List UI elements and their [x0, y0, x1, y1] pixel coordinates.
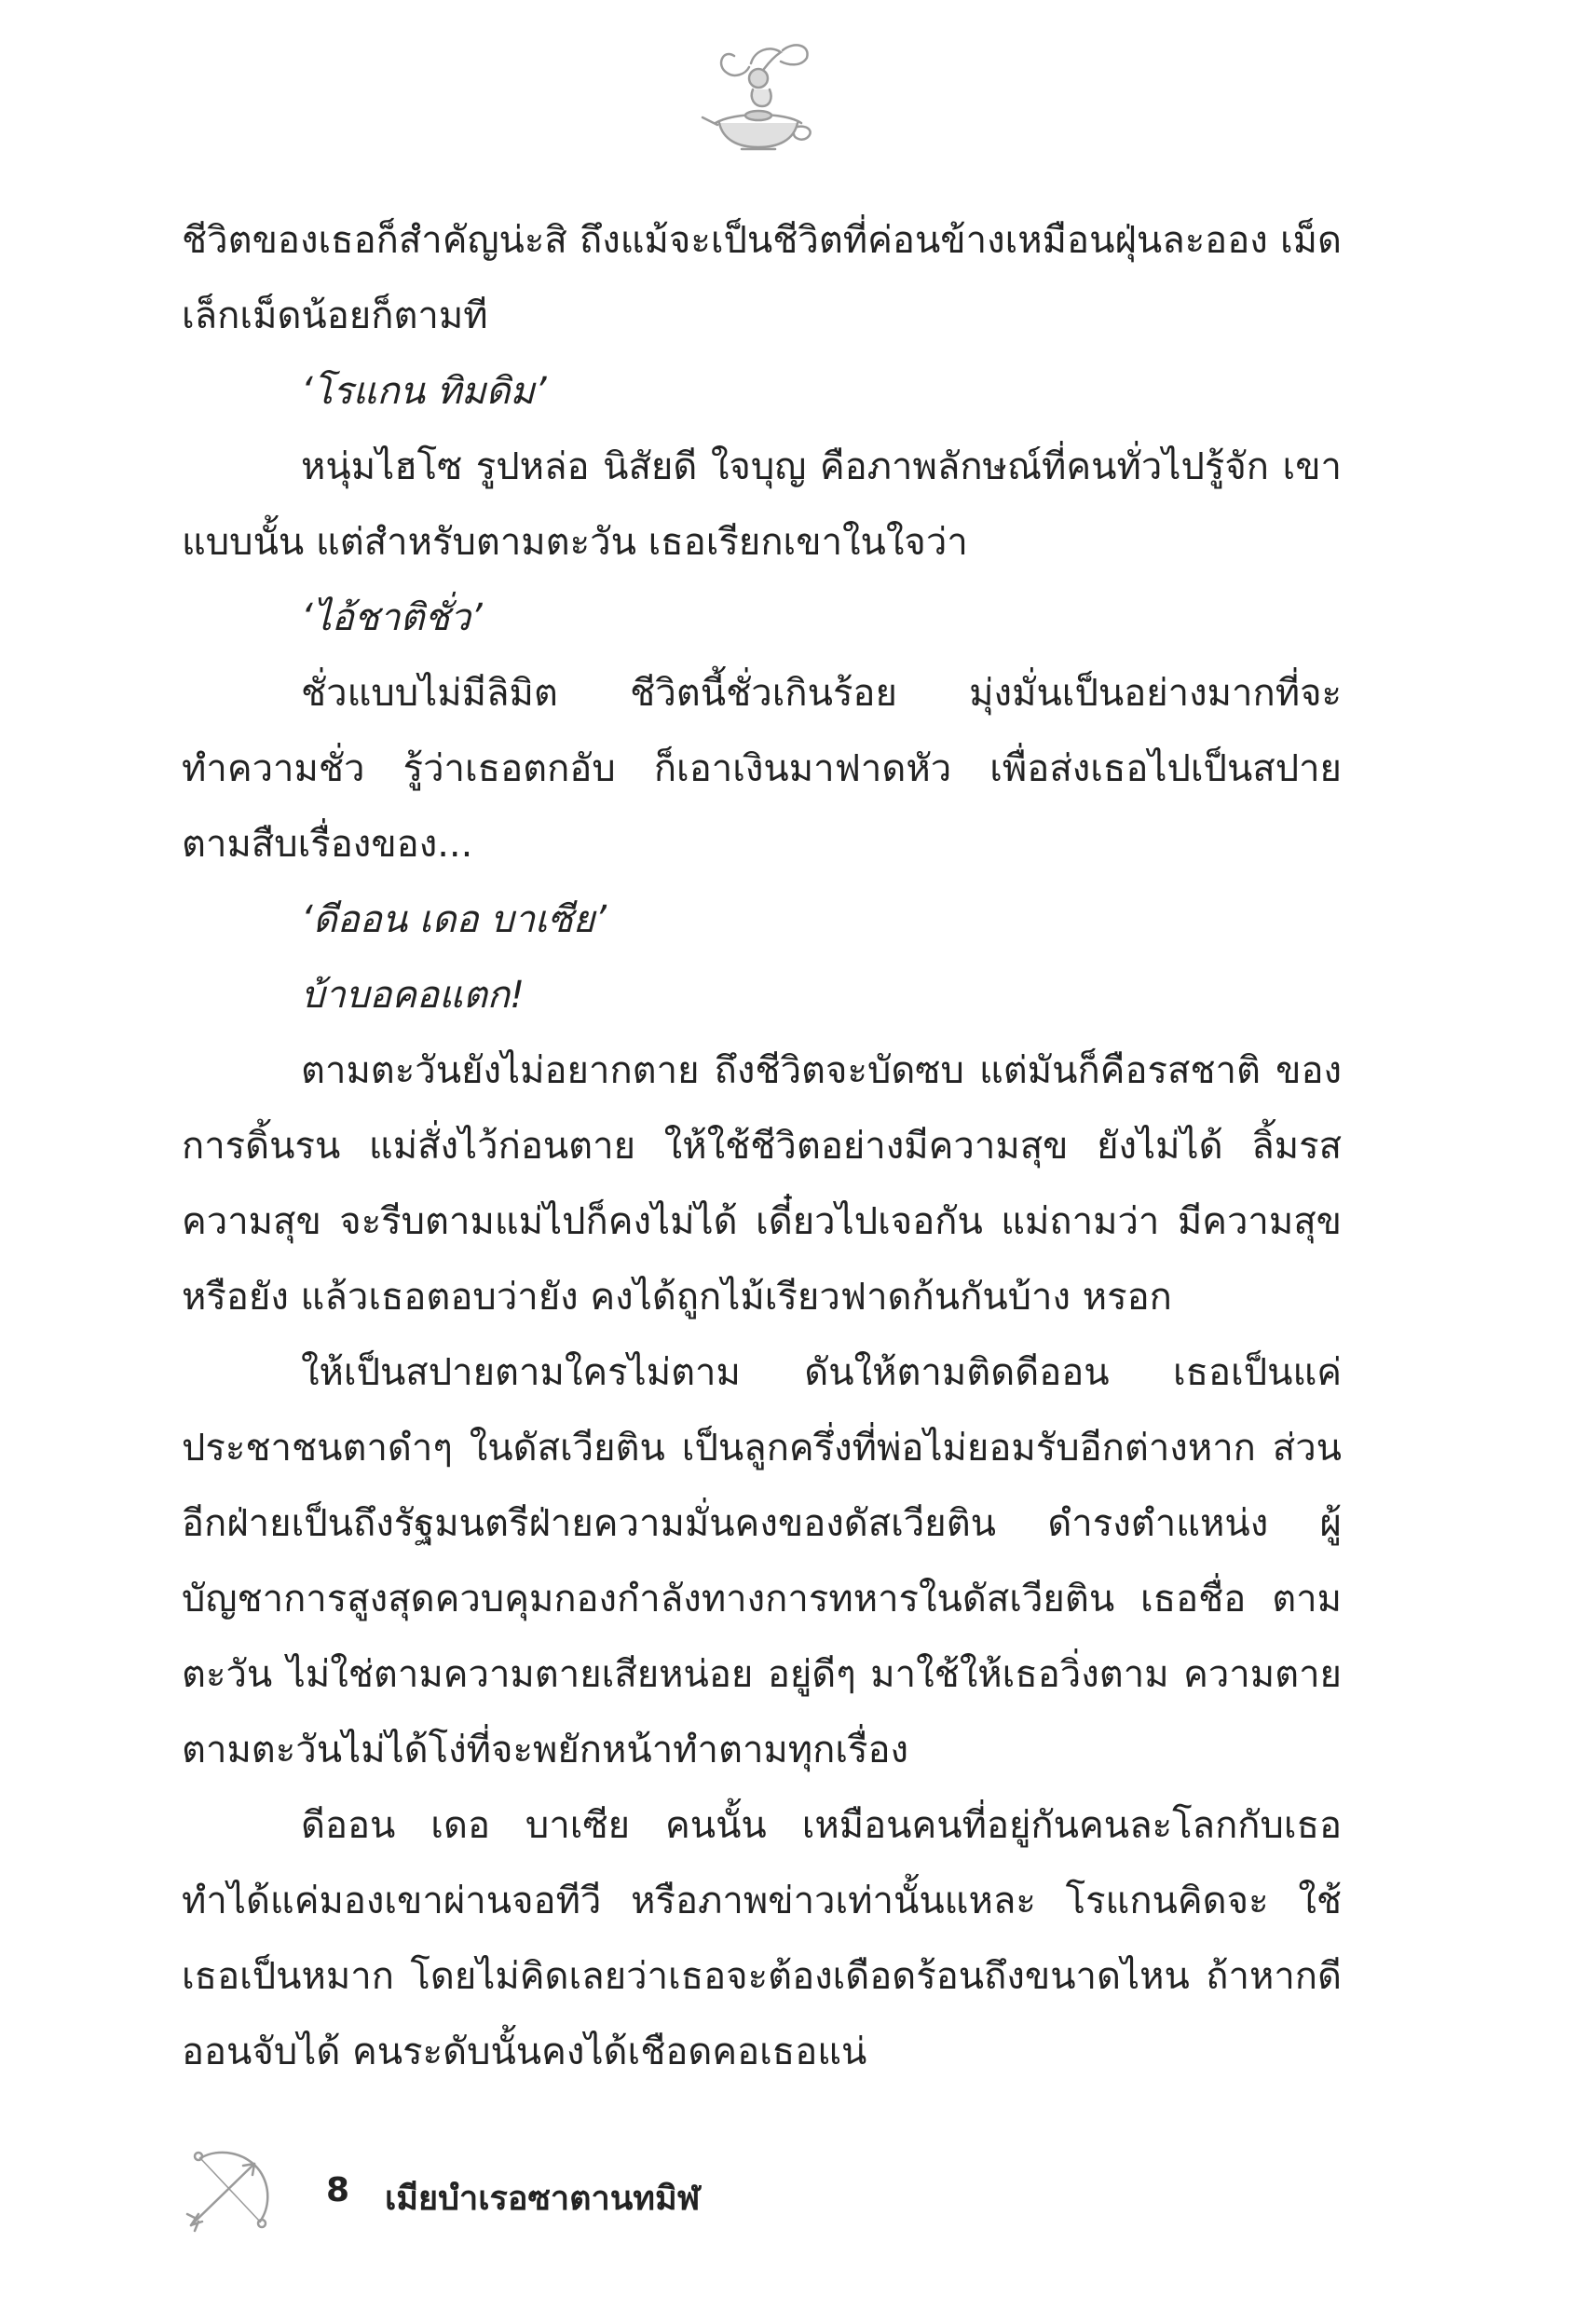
book-title: เมียบำเรอซาตานทมิฬ [385, 2180, 701, 2218]
bow-arrow-icon [182, 2143, 277, 2236]
paragraph: ดีออน เดอ บาเซีย คนนั้น เหมือนคนที่อยู่กันคนละโลกกับเธอ ทำได้แค่มองเขาผ่านจอทีวี หรือภาพข่าวเท่านั้นแหละ โรแกนคิดจะ ใช้เธอเป็นหมาก โดยไม่คิดเลยว่าเธอจะต้องเดือดร้อนถึงขนาดไหน ถ้าหากดีออนจับได้ คนระดับนั้นคงได้เชือดคอเธอแน่ [182, 1804, 1342, 2073]
paragraph: หนุ่มไฮโซ รูปหล่อ นิสัยดี ใจบุญ คือภาพลักษณ์ที่คนทั่วไปรู้จัก เขาแบบนั้น แต่สำหรับตามตะวัน เธอเรียกเขาในใจว่า [182, 445, 1342, 564]
paragraph: ‘ดีออน เดอ บาเซีย’ [301, 898, 607, 941]
paragraph: ตามตะวันยังไม่อยากตาย ถึงชีวิตจะบัดซบ แต่มันก็คือรสชาติ ของการดิ้นรน แม่สั่งไว้ก่อนตาย ให้ใช้ชีวิตอย่างมีความสุข ยังไม่ได้ ลิ้มรสความสุข จะรีบตามแม่ไปก็คงไม่ได้ เดี๋ยวไปเจอกัน แม่ถามว่า มีความสุขหรือยัง แล้วเธอตอบว่ายัง คงได้ถูกไม้เรียวฟาดก้นกันบ้าง หรอก [182, 1049, 1342, 1319]
paragraph: บ้าบอคอแตก! [301, 974, 525, 1017]
page-number: 8 [326, 2171, 350, 2209]
cupid-lamp-ornament-icon [697, 37, 820, 158]
paragraph: ‘โรแกน ทิมดิม’ [301, 370, 547, 413]
paragraph: ‘ไอ้ชาติชั่ว’ [301, 596, 483, 639]
body-text [182, 203, 1342, 2090]
paragraph: ชีวิตของเธอก็สำคัญน่ะสิ ถึงแม้จะเป็นชีวิตที่ค่อนข้างเหมือนฝุ่นละออง เม็ดเล็กเม็ดน้อยก็ตามที [182, 219, 1342, 337]
paragraph: ชั่วแบบไม่มีลิมิต ชีวิตนี้ชั่วเกินร้อย มุ่งมั่นเป็นอย่างมากที่จะ ทำความชั่ว รู้ว่าเธอตกอับ ก็เอาเงินมาฟาดหัว เพื่อส่งเธอไปเป็นสปาย ตามสืบเรื่องของ... [182, 672, 1342, 866]
page-footer [182, 2143, 927, 2236]
paragraph: ให้เป็นสปายตามใครไม่ตาม ดันให้ตามติดดีออน เธอเป็นแค่ ประชาชนตาดำๆ ในดัสเวียติน เป็นลูกครึ่งที่พ่อไม่ยอมรับอีกต่างหาก ส่วนอีกฝ่ายเป็นถึงรัฐมนตรีฝ่ายความมั่นคงของดัสเวียติน ดำรงตำแหน่ง ผู้บัญชาการสูงสุดควบคุมกองกำลังทางการทหารในดัสเวียติน เธอชื่อ ตามตะวัน ไม่ใช่ตามความตายเสียหน่อย อยู่ดีๆ มาใช้ให้เธอวิ่งตาม ความตาย ตามตะวันไม่ได้โง่ที่จะพยักหน้าทำตามทุกเรื่อง [182, 1351, 1342, 1771]
